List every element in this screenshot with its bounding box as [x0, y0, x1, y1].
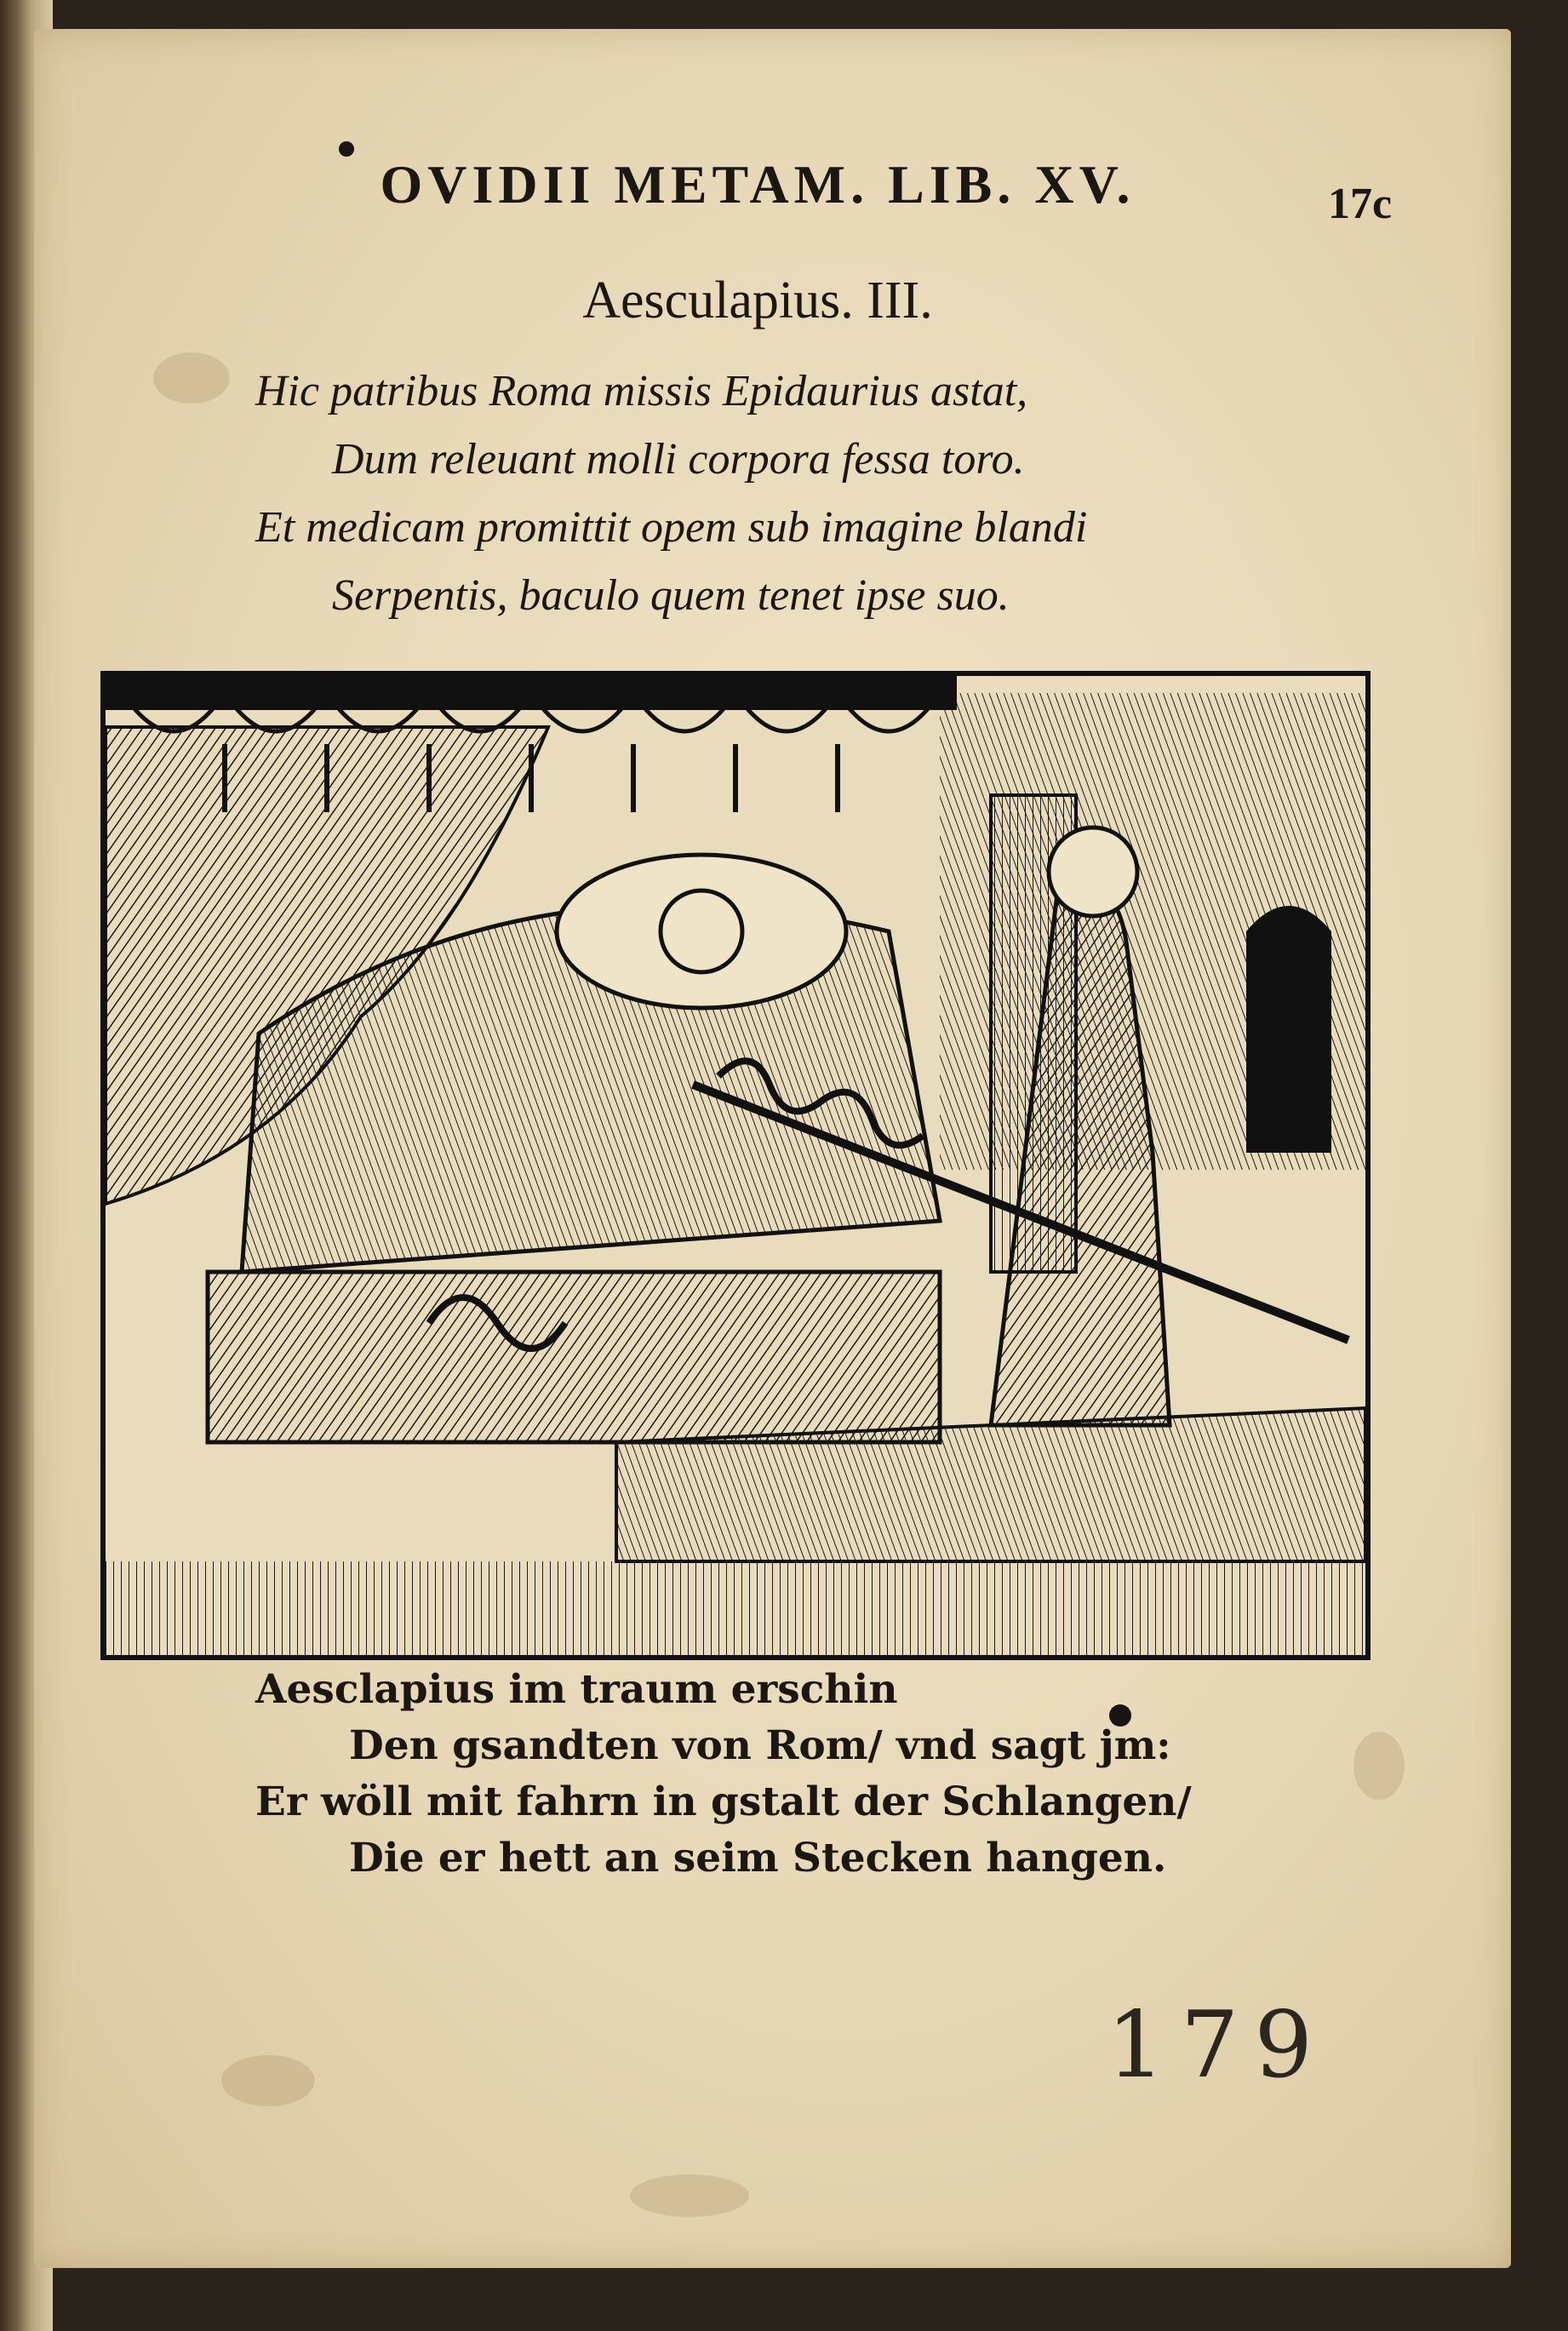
floor-edge — [106, 1561, 1365, 1655]
ink-dot — [339, 141, 354, 157]
paper-stain — [153, 352, 230, 404]
german-verse-line: Aesclapius im traum erschin — [255, 1666, 898, 1713]
paper-stain — [221, 2055, 315, 2106]
page-title: Aesculapius. III. — [582, 272, 933, 329]
latin-verse-line: Hic patribus Roma missis Epidaurius astat, — [255, 367, 1028, 415]
woodcut-illustration — [100, 671, 1371, 1660]
folio-number: 17c — [1328, 180, 1393, 228]
stamped-page-number: 179 — [1107, 1992, 1329, 2099]
latin-verse-block — [255, 358, 1277, 630]
paper-stain — [1353, 1732, 1405, 1800]
bed-base — [208, 1272, 940, 1442]
german-verse-line: Die er hett an seim Stecken hangen. — [349, 1835, 1167, 1881]
german-verse-line: Den gsandten von Rom/ vnd sagt jm: — [349, 1722, 1171, 1769]
german-verse-block — [255, 1662, 1192, 1887]
woodcut-drawing — [106, 676, 1365, 1655]
running-title: OVIDII METAM. LIB. XV. — [380, 154, 1136, 215]
aesculapius-head — [1049, 828, 1137, 916]
german-verse-line: Er wöll mit fahrn in gstalt der Schlangen/ — [255, 1778, 1192, 1825]
doorway — [1246, 906, 1331, 1153]
sleeper-head — [661, 891, 742, 972]
latin-verse-line: Dum releuant molli corpora fessa toro. — [332, 435, 1025, 484]
latin-verse-line: Serpentis, baculo quem tenet ipse suo. — [332, 571, 1010, 620]
paper-stain — [630, 2174, 749, 2217]
latin-verse-line: Et medicam promittit opem sub imagine blandi — [255, 503, 1088, 552]
